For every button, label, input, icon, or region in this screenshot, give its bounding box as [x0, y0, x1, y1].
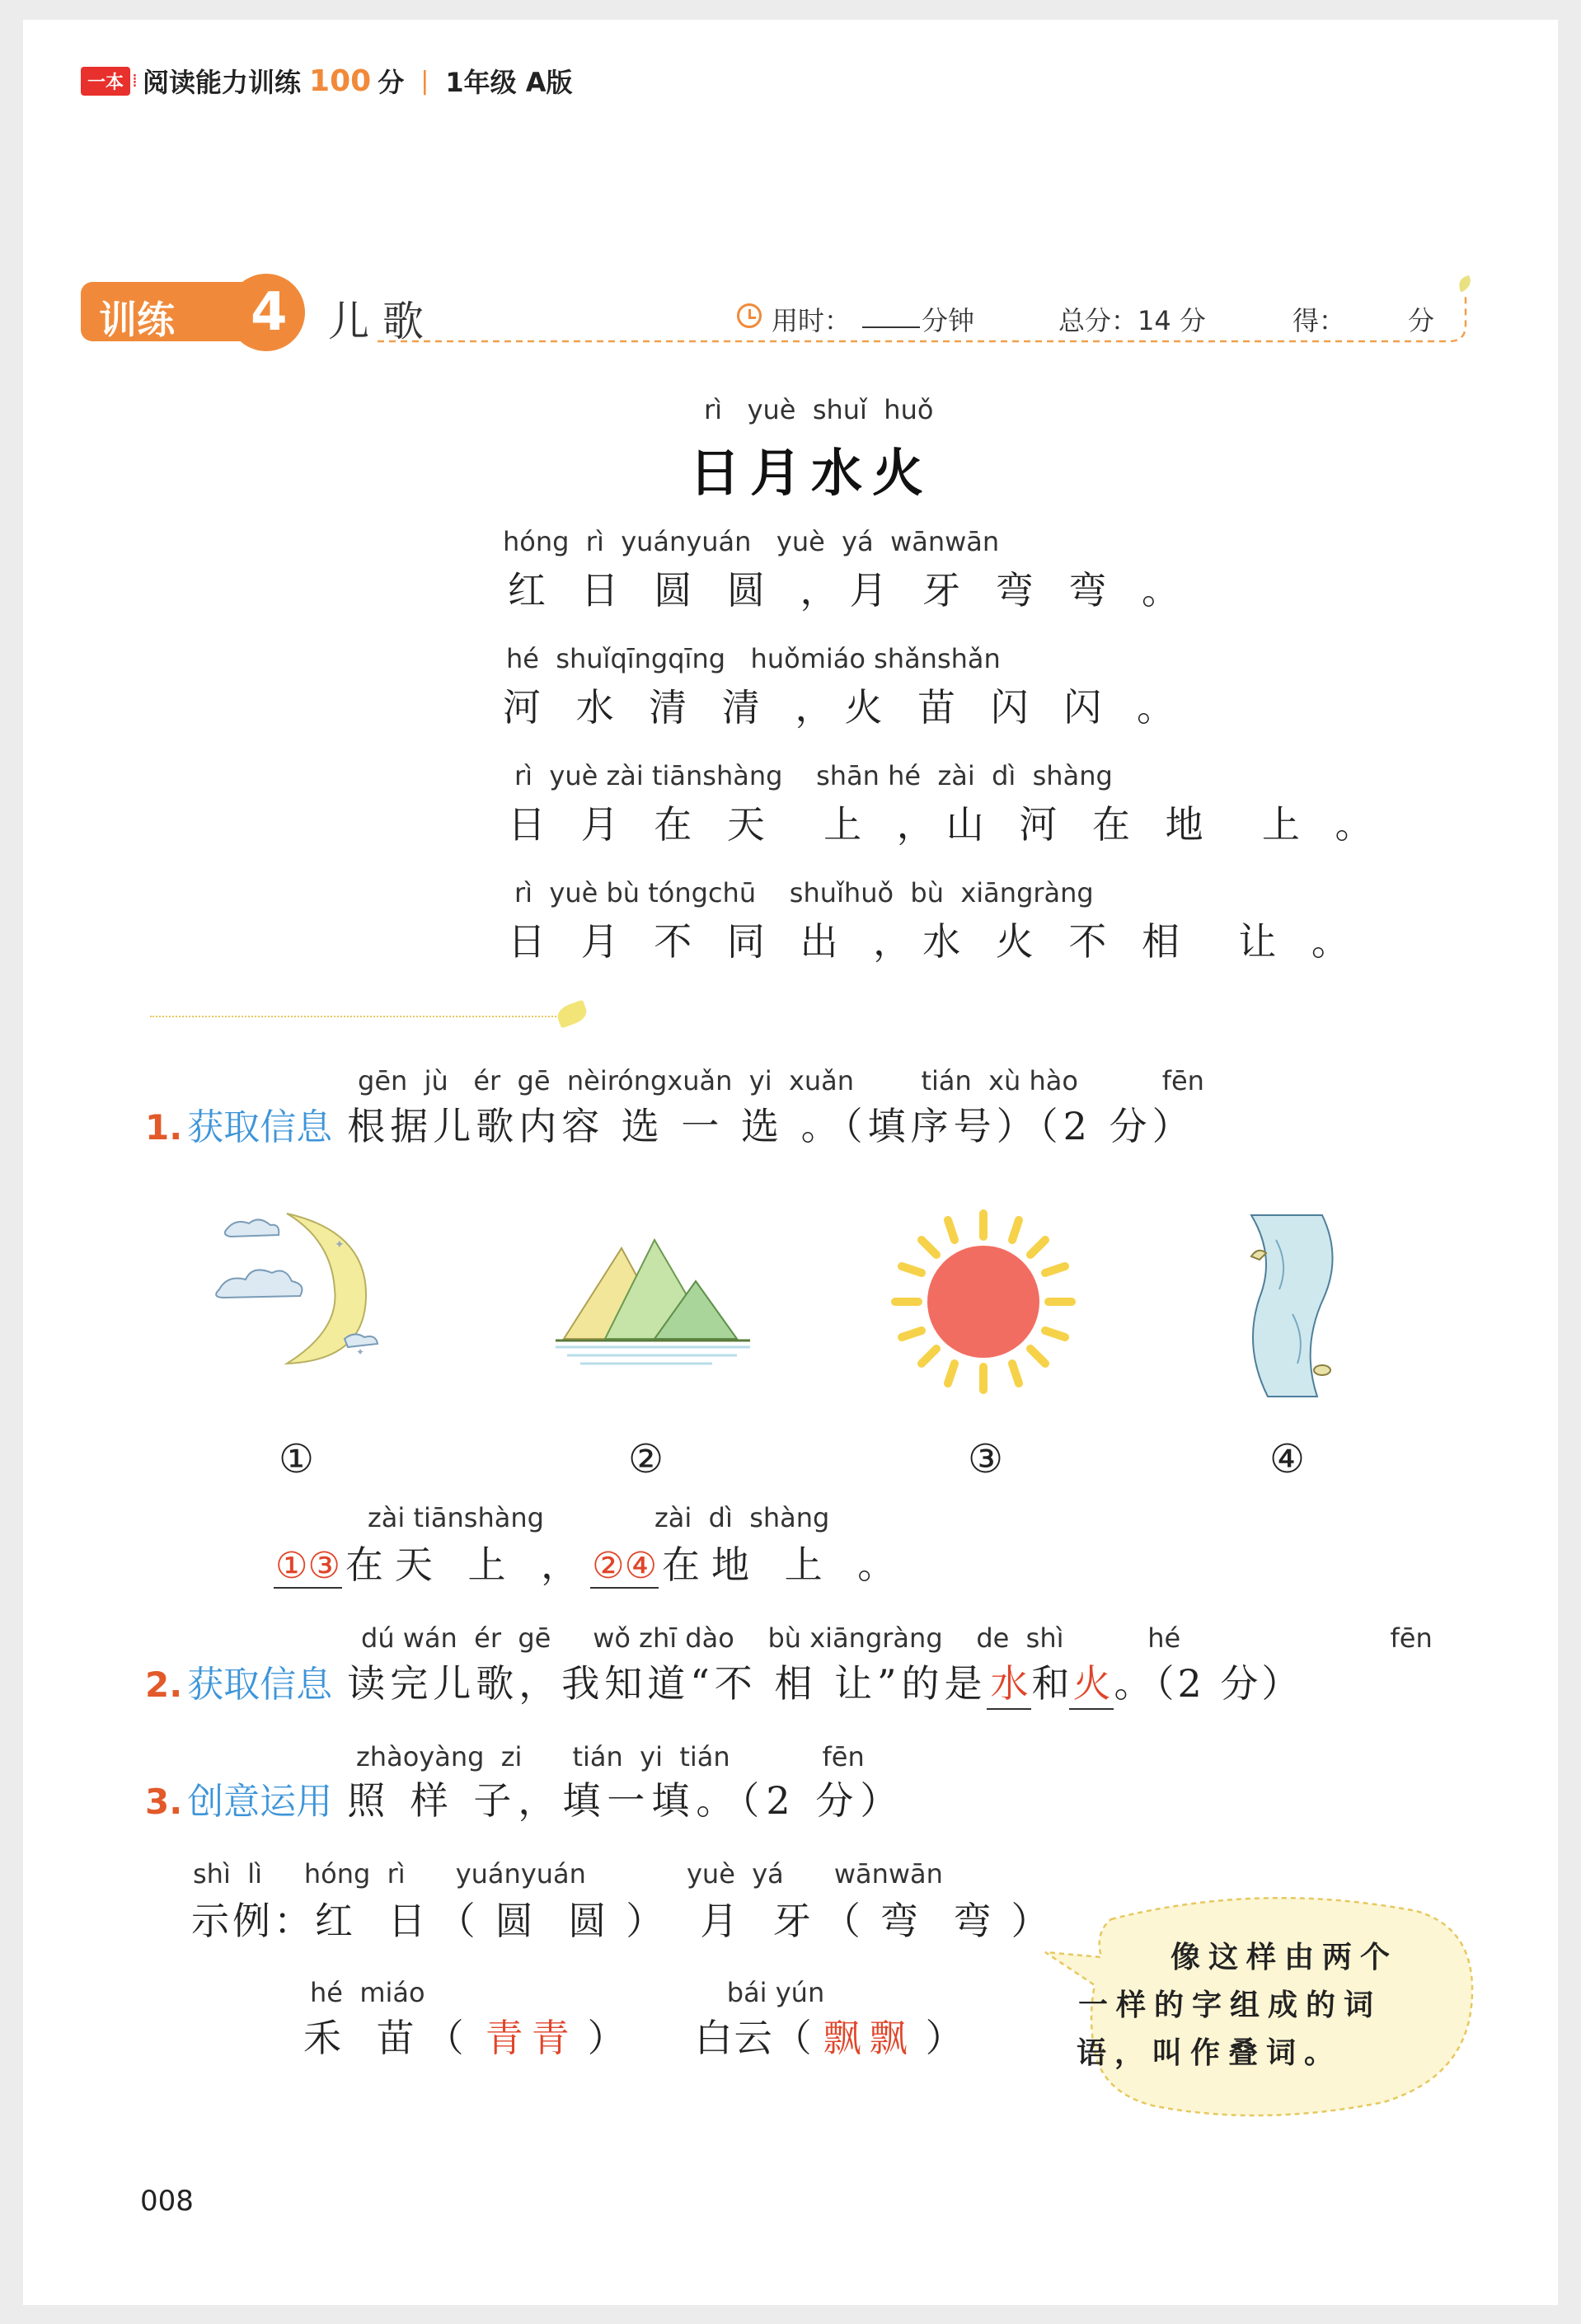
- q3-number: 3.: [145, 1782, 183, 1822]
- sun-picture: [889, 1207, 1078, 1397]
- q2-pinyin: dú wán ér gē wǒ zhī dào bù xiāngràng de shì hé fēn: [361, 1622, 1433, 1654]
- q2-text-2: 和: [1031, 1661, 1070, 1706]
- poem-line-2-pinyin: hé shuǐqīngqīng huǒmiáo shǎnshǎn: [506, 643, 1001, 674]
- poem-line-1-pinyin: hóng rì yuányuán yuè yá wānwān: [503, 526, 1000, 557]
- river-picture: [1227, 1207, 1358, 1405]
- poem-line-2: 河 水 清 清 ，火 苗 闪 闪 。: [503, 685, 1186, 730]
- q1-fill-text-1: 在天 上 ，: [345, 1542, 591, 1587]
- q2-number: 2.: [145, 1664, 183, 1705]
- leaf-icon: [555, 1000, 589, 1029]
- poem-title: 日月水火: [689, 443, 934, 503]
- example-2-fill: 弯 弯: [880, 1899, 1003, 1943]
- score-number: 100: [309, 63, 372, 98]
- poem-line-1: 红 日 圆 圆 ，月 牙 弯 弯 。: [508, 568, 1191, 613]
- item-row: [303, 2008, 975, 2063]
- q1-pinyin: gēn jù ér gē nèiróngxuǎn yi xuǎn tián xù hào fēn: [358, 1065, 1204, 1096]
- q1-fill-pinyin-1: zài tiānshàng: [368, 1502, 544, 1533]
- q2-text-1: 读完儿歌，我知道“不 相 让”的是: [347, 1661, 988, 1706]
- q2-tag: 获取信息: [187, 1664, 333, 1706]
- poem-line-3: 日 月 在 天 上 ，山 河 在 地 上 。: [508, 802, 1385, 847]
- q1-answer-1[interactable]: ①③: [275, 1545, 340, 1587]
- score-unit: 分: [378, 67, 405, 98]
- example-1-word: 红 日（: [315, 1899, 487, 1943]
- header: [81, 64, 573, 97]
- poem-title-pinyin: rì yuè shuǐ huǒ: [704, 394, 934, 425]
- option-4: ④: [1269, 1436, 1306, 1482]
- item-2-word: 白云（: [694, 2016, 814, 2060]
- total-score: 总分：14 分: [1058, 305, 1206, 336]
- example-1-close: ）: [626, 1899, 676, 1943]
- series-title: 阅读能力训练: [143, 67, 302, 98]
- example-2-close: ）: [1011, 1899, 1061, 1943]
- example-2-word: 月 牙（: [700, 1899, 872, 1943]
- item-1-word: 禾 苗（: [303, 2016, 476, 2060]
- svg-text:✦: ✦: [335, 1238, 345, 1251]
- lesson-banner: [81, 272, 1482, 363]
- example-1-fill: 圆 圆: [495, 1899, 618, 1943]
- item-1-answer[interactable]: 青青: [485, 2016, 578, 2060]
- q2-answer-2[interactable]: 火: [1069, 1654, 1114, 1710]
- q3-row: [145, 1771, 904, 1825]
- workbook-page: [23, 20, 1558, 2305]
- time-label: 用时：: [772, 305, 851, 336]
- q3-pinyin: zhàoyàng zi tián yi tián fēn: [356, 1741, 865, 1772]
- clock-icon: [737, 303, 762, 328]
- tip-line-2: 一样的字组成的词: [1078, 1988, 1382, 2022]
- page-number: 008: [140, 2185, 194, 2218]
- item-pinyin: hé miáo bái yún: [310, 1977, 825, 2008]
- q1-text: 根据儿歌内容 选 一 选 。（填序号）（2 分）: [347, 1104, 1195, 1148]
- q1-tag: 获取信息: [187, 1106, 333, 1148]
- q3-tag: 创意运用: [187, 1781, 333, 1823]
- time-blank[interactable]: [862, 326, 920, 328]
- item-1-close: ）: [587, 2016, 637, 2060]
- moon-picture: [195, 1199, 409, 1380]
- option-1: ①: [279, 1436, 315, 1482]
- tip-line-3: 语，叫作叠词。: [1077, 2035, 1343, 2070]
- q2-row: [145, 1654, 1302, 1710]
- poem-line-4: 日 月 不 同 出 ，水 火 不 相 让 。: [508, 919, 1361, 964]
- got-blank[interactable]: [1350, 326, 1400, 327]
- lesson-label: 训练: [99, 298, 175, 342]
- logo-dots: ⁞: [132, 70, 138, 92]
- header-separator: |: [420, 66, 429, 96]
- example-label: 示例：: [191, 1899, 315, 1943]
- option-2: ②: [628, 1436, 664, 1482]
- q3-text: 照 样 子，填一填。（2 分）: [347, 1778, 905, 1823]
- q1-fill-text-2: 在地 上 。: [662, 1542, 908, 1587]
- lesson-number: 4: [251, 282, 288, 343]
- section-divider: [150, 1016, 562, 1017]
- q1-fill-row: [274, 1535, 907, 1589]
- grade-label: 1年级 A版: [445, 67, 573, 98]
- mountain-picture: [547, 1223, 762, 1380]
- q1-row: [145, 1096, 1195, 1151]
- got-label: 得：: [1292, 305, 1346, 336]
- poem-line-3-pinyin: rì yuè zài tiānshàng shān hé zài dì shàng: [514, 760, 1113, 791]
- q2-text-3: 。（2 分）: [1114, 1661, 1303, 1706]
- got-unit: 分: [1408, 305, 1435, 336]
- example-pinyin: shì lì hóng rì yuányuán yuè yá wānwān: [193, 1858, 943, 1890]
- q2-answer-1[interactable]: 水: [987, 1654, 1031, 1710]
- lesson-category: 儿 歌: [328, 298, 424, 345]
- item-2-answer[interactable]: 飘飘: [823, 2016, 916, 2060]
- brand-logo: 一本: [81, 67, 130, 96]
- q1-number: 1.: [145, 1107, 183, 1148]
- q1-answer-2[interactable]: ②④: [592, 1545, 658, 1587]
- item-2-close: ）: [925, 2016, 975, 2060]
- time-unit: 分钟: [922, 305, 975, 336]
- tip-line-1: 像这样由两个: [1171, 1940, 1399, 1974]
- svg-text:✦: ✦: [356, 1346, 365, 1358]
- example-row: [191, 1891, 1061, 1946]
- q1-fill-pinyin-2: zài dì shàng: [654, 1502, 830, 1533]
- option-3: ③: [968, 1436, 1004, 1482]
- poem-line-4-pinyin: rì yuè bù tóngchū shuǐhuǒ bù xiāngràng: [514, 877, 1094, 908]
